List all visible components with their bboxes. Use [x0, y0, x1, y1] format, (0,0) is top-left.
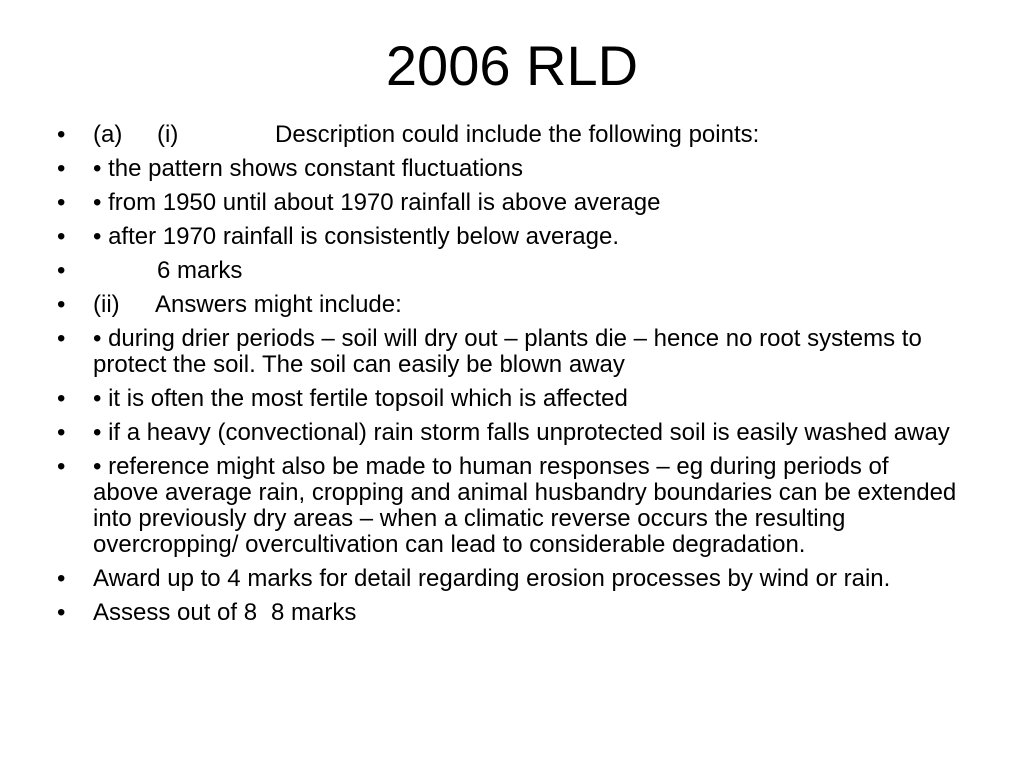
bullet-text: • the pattern shows constant fluctuations [93, 155, 523, 182]
bullet-marker: • [57, 599, 66, 626]
bullet-text: Award up to 4 marks for detail regarding erosion processes by wind or rain. [93, 565, 891, 592]
question-subpart-label: (ii) [93, 291, 120, 318]
bullet-item [57, 600, 957, 626]
marks-text: 6 marks [157, 257, 243, 284]
bullet-item [57, 292, 957, 318]
slide-title: 2006 RLD [385, 34, 639, 97]
bullet-item [57, 566, 957, 592]
bullet-marker: • [57, 565, 66, 592]
bullet-item [57, 454, 957, 558]
bullet-text: • after 1970 rainfall is consistently below average. [93, 223, 620, 250]
bullet-item [57, 326, 957, 378]
bullet-marker: • [57, 257, 66, 284]
bullet-marker: • [57, 325, 66, 352]
bullet-item [57, 224, 957, 250]
bullet-item [57, 258, 957, 284]
bullet-marker: • [57, 385, 66, 412]
bullet-item [57, 386, 957, 412]
bullet-text: Description could include the following points: [275, 121, 760, 148]
question-subpart-label: (i) [157, 121, 179, 148]
bullet-item [57, 420, 957, 446]
bullet-text: • if a heavy (convectional) rain storm falls unprotected soil is easily washed away [93, 419, 950, 446]
bullet-marker: • [57, 291, 66, 318]
bullet-item [57, 190, 957, 216]
bullet-marker: • [57, 453, 66, 480]
bullet-marker: • [57, 419, 66, 446]
bullet-text: Answers might include: [155, 291, 402, 318]
bullet-text: • reference might also be made to human responses – eg during periods of above average rain, cropping and animal husbandry boundaries can be extended into previously dry areas – when a climatic reverse occurs the resulting overcropping/ overcultivation can lead to considerable degradation. [93, 453, 957, 558]
assess-label: Assess out of 8 [93, 599, 258, 626]
bullet-text: • from 1950 until about 1970 rainfall is above average [93, 189, 661, 216]
bullet-list [57, 122, 957, 634]
bullet-marker: • [57, 189, 66, 216]
bullet-marker: • [57, 155, 66, 182]
bullet-text: • during drier periods – soil will dry out – plants die – hence no root systems to protect the soil. The soil can easily be blown away [93, 325, 922, 378]
question-part-label: (a) [93, 121, 123, 148]
bullet-marker: • [57, 223, 66, 250]
bullet-item [57, 156, 957, 182]
bullet-text: • it is often the most fertile topsoil which is affected [93, 385, 628, 412]
bullet-item [57, 122, 957, 148]
marks-text: 8 marks [271, 599, 357, 626]
bullet-marker: • [57, 121, 66, 148]
